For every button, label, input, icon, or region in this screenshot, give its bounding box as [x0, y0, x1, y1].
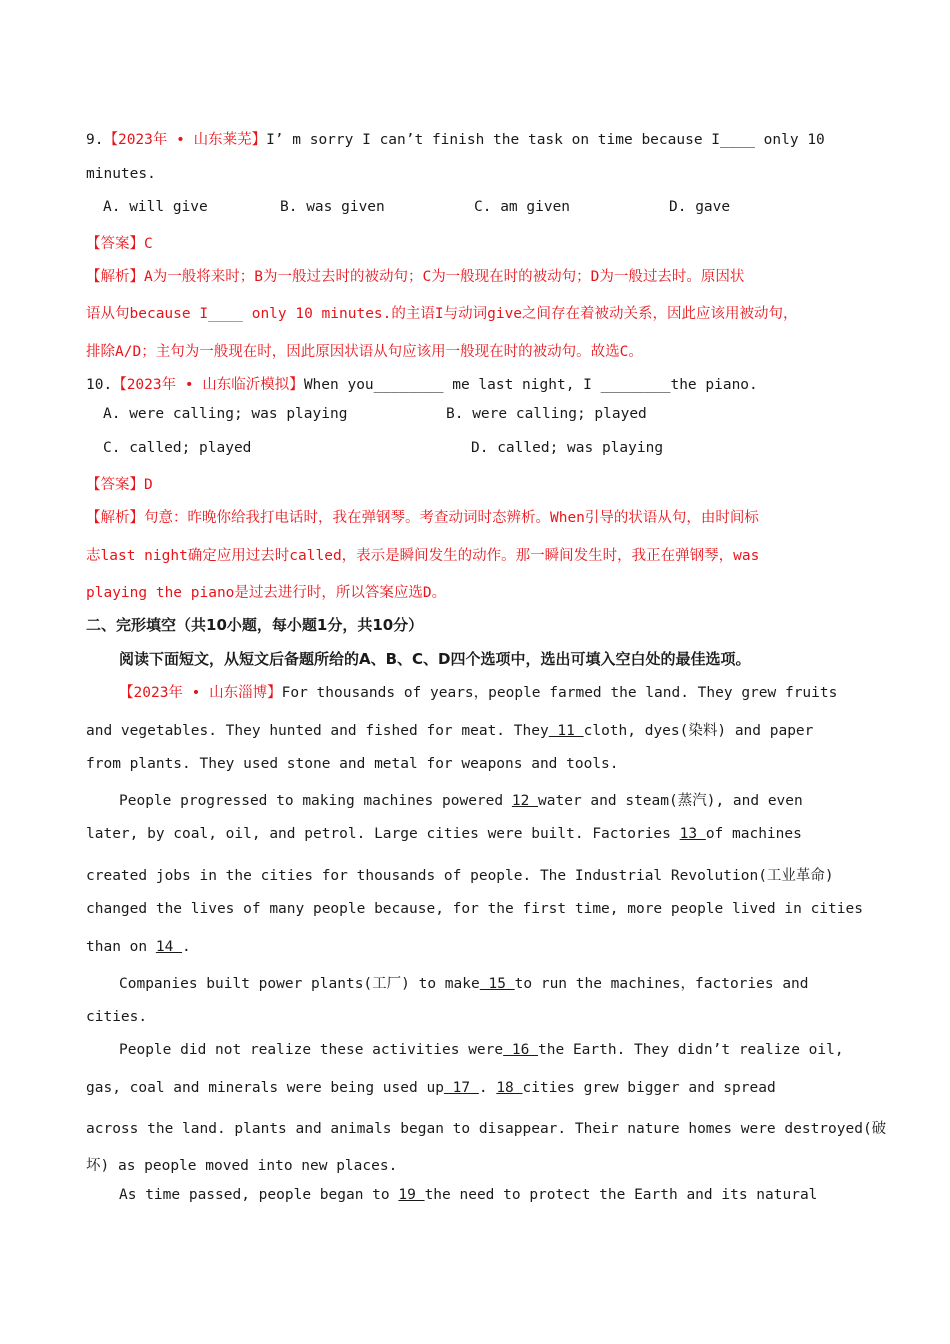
blank-19: 19 [398, 1187, 425, 1203]
q10-option-d: D. called; was playing [471, 440, 664, 456]
passage-p5: As time passed, people began to 19 the need to protect the Earth and its natural [119, 1187, 818, 1203]
passage-p3-line2: cities. [86, 1009, 148, 1025]
q9-stem-cont: minutes. [86, 166, 156, 182]
passage-source: 【2023年 • 山东淄博】 [119, 685, 282, 701]
q10-explanation-3: playing the piano是过去进行时，所以答案应选D。 [86, 585, 447, 601]
q9-option-d: D. gave [669, 199, 731, 215]
blank-11: 11 [548, 723, 584, 739]
blank-12: 12 [511, 793, 539, 809]
passage-p4-line4: 坏) as people moved into new places. [86, 1158, 398, 1174]
passage-p2-line2: later, by coal, oil, and petrol. Large cities were built. Factories 13 of machines [86, 826, 802, 842]
passage-p3: Companies built power plants(工厂) to make 15 to run the machines，factories and [119, 976, 809, 992]
q9-explanation: 【解析】A为一般将来时；B为一般过去时的被动句；C为一般现在时的被动句；D为一般过去时。原因状 [86, 269, 745, 285]
blank-15: 15 [479, 976, 515, 992]
passage-p2: People progressed to making machines powered 12 water and steam(蒸汽), and even [119, 793, 803, 809]
q9-explanation-3: 排除A/D；主句为一般现在时，因此原因状语从句应该用一般现在时的被动句。故选C。 [86, 344, 643, 360]
q10-explanation-2: 志last night确定应用过去时called，表示是瞬间发生的动作。那一瞬间发生时，我正在弹钢琴，was [86, 548, 760, 564]
section-instruction: 阅读下面短文，从短文后备题所给的A、B、C、D四个选项中，选出可填入空白处的最佳选项。 [119, 650, 751, 668]
q10-stem: 10.【2023年 • 山东临沂模拟】When you________ me last night, I ________the piano. [86, 377, 758, 393]
blank-17: 17 [443, 1080, 479, 1096]
passage-p2-line4: changed the lives of many people because, for the first time, more people lived in cities [86, 901, 863, 917]
q10-option-a: A. were calling; was playing [103, 406, 348, 422]
q9-answer: 【答案】C [86, 236, 153, 252]
q10-option-b: B. were calling; played [446, 406, 647, 422]
q9-source: 【2023年 • 山东莱芜】 [103, 132, 267, 148]
blank-14: 14 [155, 939, 183, 955]
q9-stem: 9.【2023年 • 山东莱芜】I’ m sorry I can’t finish the task on time because I____ only 10 [86, 132, 825, 148]
q10-answer: 【答案】D [86, 477, 153, 493]
blank-16: 16 [503, 1042, 539, 1058]
passage-p4: People did not realize these activities were 16 the Earth. They didn’t realize oil, [119, 1042, 844, 1058]
passage-p2-line5: than on 14 . [86, 939, 191, 955]
q10-option-c: C. called; played [103, 440, 252, 456]
passage-p4-line2: gas, coal and minerals were being used up 17 . 18 cities grew bigger and spread [86, 1080, 776, 1096]
q10-explanation: 【解析】句意：昨晚你给我打电话时，我在弹钢琴。考查动词时态辨析。When引导的状语从句，由时间标 [86, 510, 759, 526]
q9-option-b: B. was given [280, 199, 385, 215]
passage-p2-line3: created jobs in the cities for thousands of people. The Industrial Revolution(工业革命) [86, 868, 834, 884]
q9-option-c: C. am given [474, 199, 571, 215]
q10-source: 【2023年 • 山东临沂模拟】 [112, 377, 304, 393]
blank-13: 13 [679, 826, 706, 842]
passage-p1-line2: and vegetables. They hunted and fished for meat. They 11 cloth, dyes(染料) and paper [86, 723, 814, 739]
passage-p4-line3: across the land. plants and animals began to disappear. Their nature homes were destroyed(破 [86, 1121, 887, 1137]
blank-18: 18 [496, 1080, 523, 1096]
section-title: 二、完形填空（共10小题，每小题1分，共10分） [86, 616, 424, 634]
q9-explanation-2: 语从句because I____ only 10 minutes.的主语I与动词give之间存在着被动关系，因此应该用被动句， [86, 306, 798, 322]
passage-p1: 【2023年 • 山东淄博】For thousands of years，people farmed the land. They grew fruits [119, 685, 838, 701]
passage-p1-line3: from plants. They used stone and metal for weapons and tools. [86, 756, 619, 772]
q9-option-a: A. will give [103, 199, 208, 215]
